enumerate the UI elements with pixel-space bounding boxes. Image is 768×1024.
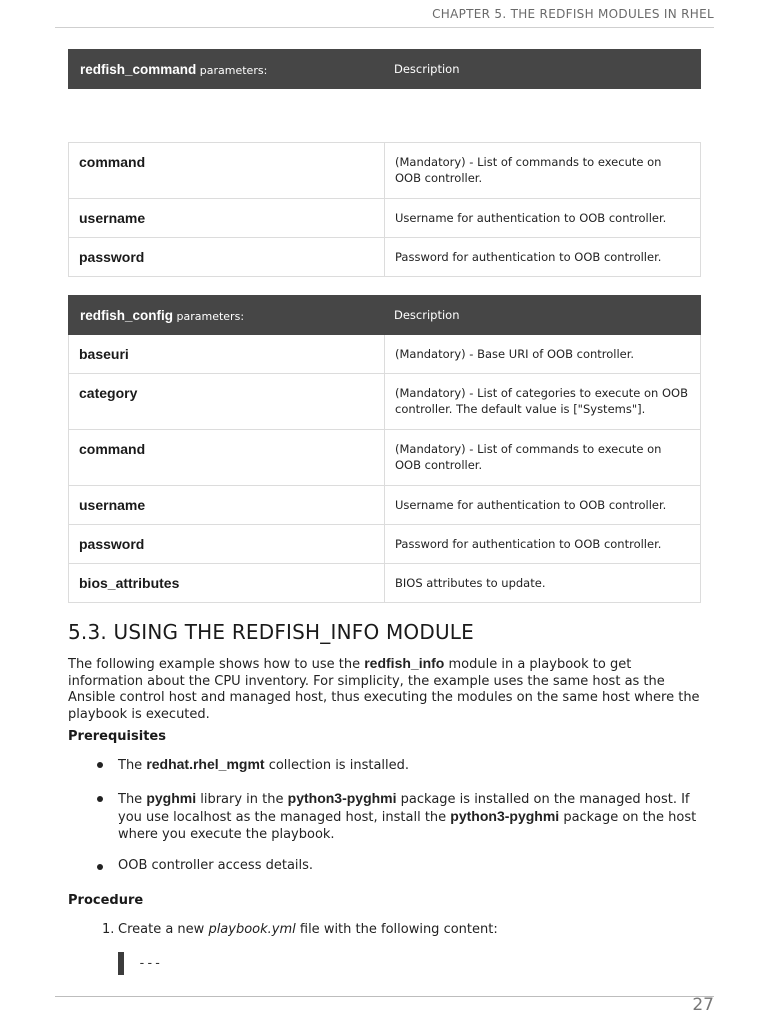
param-name: password: [69, 238, 385, 277]
param-name: username: [69, 199, 385, 238]
list-item: [68, 921, 708, 938]
code-content: ---: [138, 956, 162, 971]
step-text: Create a new: [118, 922, 209, 937]
redfish-command-params-table-continued: [68, 142, 701, 277]
prerequisites-list: [68, 756, 708, 890]
list-item: [68, 858, 708, 875]
param-description: Username for authentication to OOB controller.: [385, 199, 701, 238]
param-name: bios_attributes: [69, 564, 385, 603]
param-description: (Mandatory) - Base URI of OOB controller.: [385, 335, 701, 374]
bullet-icon: [97, 762, 103, 768]
item-code: python3-pyghmi: [450, 808, 560, 824]
table-row: [69, 143, 701, 199]
param-description: Password for authentication to OOB controller.: [385, 525, 701, 564]
table-row: [69, 486, 701, 525]
param-name: baseuri: [69, 335, 385, 374]
footer-rule: [55, 996, 714, 997]
table-row: [69, 430, 701, 486]
code-block-bar: [118, 952, 124, 975]
param-description: (Mandatory) - List of categories to execute on OOB controller. The default value is ["Systems"].: [385, 374, 701, 430]
table-row: [69, 564, 701, 603]
section-intro: [68, 655, 708, 723]
param-name: command: [69, 430, 385, 486]
table-header-row: [69, 50, 701, 89]
header-suffix: parameters:: [196, 63, 268, 77]
header-suffix: parameters:: [173, 309, 245, 323]
step-text: file with the following content:: [295, 922, 498, 937]
param-name: username: [69, 486, 385, 525]
bullet-icon: [97, 864, 103, 870]
table-row: [69, 374, 701, 430]
bullet-icon: [97, 796, 103, 802]
table-header-row: [69, 296, 701, 335]
list-item: [68, 756, 708, 775]
param-name: command: [69, 143, 385, 199]
item-text: library in the: [196, 791, 288, 807]
item-code: pyghmi: [146, 789, 197, 806]
section-title: 5.3. USING THE REDFISH_INFO MODULE: [68, 620, 474, 644]
table-header-param: [69, 50, 385, 89]
procedure-steps: [68, 921, 708, 938]
item-code: python3-pyghmi: [287, 789, 397, 806]
page-number: 27: [692, 995, 714, 1015]
param-description: Username for authentication to OOB controller.: [385, 486, 701, 525]
header-rule: [55, 27, 714, 28]
item-text: package on the host where you execute the playbook.: [118, 810, 697, 842]
step-filename: playbook.yml: [208, 922, 296, 937]
item-text: OOB controller access details.: [118, 858, 314, 873]
param-name: category: [69, 374, 385, 430]
param-description: (Mandatory) - List of commands to execute on OOB controller.: [385, 143, 701, 199]
table-header-description: Description: [385, 50, 701, 89]
param-description: (Mandatory) - List of commands to execute on OOB controller.: [385, 430, 701, 486]
table-header-description: Description: [385, 296, 701, 335]
intro-text: module in a playbook to get information about the CPU inventory. For simplicity, the example uses the same host as the Ansible control host and managed host, thus executing the modules on the same host where the playbook is executed.: [68, 657, 700, 722]
item-code: redhat.rhel_mgmt: [146, 756, 265, 772]
item-text: package is installed on the managed host. If you use localhost as the managed host, install the: [118, 791, 690, 825]
prerequisites-heading: Prerequisites: [68, 729, 166, 744]
header-code: redfish_config: [80, 307, 174, 323]
param-description: BIOS attributes to update.: [385, 564, 701, 603]
intro-module-name: redfish_info: [364, 655, 445, 671]
list-item: [68, 790, 708, 844]
table-header-param: [69, 296, 385, 335]
table-row: [69, 199, 701, 238]
header-code: redfish_command: [80, 61, 197, 77]
table-row: [69, 335, 701, 374]
table-row: [69, 525, 701, 564]
procedure-heading: Procedure: [68, 893, 144, 908]
table-row: [69, 238, 701, 277]
step-number: 1.: [102, 922, 115, 937]
item-text: The: [118, 791, 147, 807]
redfish-command-params-table: [68, 49, 701, 89]
redfish-config-params-table: [68, 295, 701, 603]
intro-text: The following example shows how to use the: [68, 657, 365, 672]
param-description: Password for authentication to OOB controller.: [385, 238, 701, 277]
running-header: CHAPTER 5. THE REDFISH MODULES IN RHEL: [432, 7, 714, 21]
item-text: collection is installed.: [264, 758, 410, 773]
param-name: password: [69, 525, 385, 564]
item-text: The: [118, 758, 147, 773]
